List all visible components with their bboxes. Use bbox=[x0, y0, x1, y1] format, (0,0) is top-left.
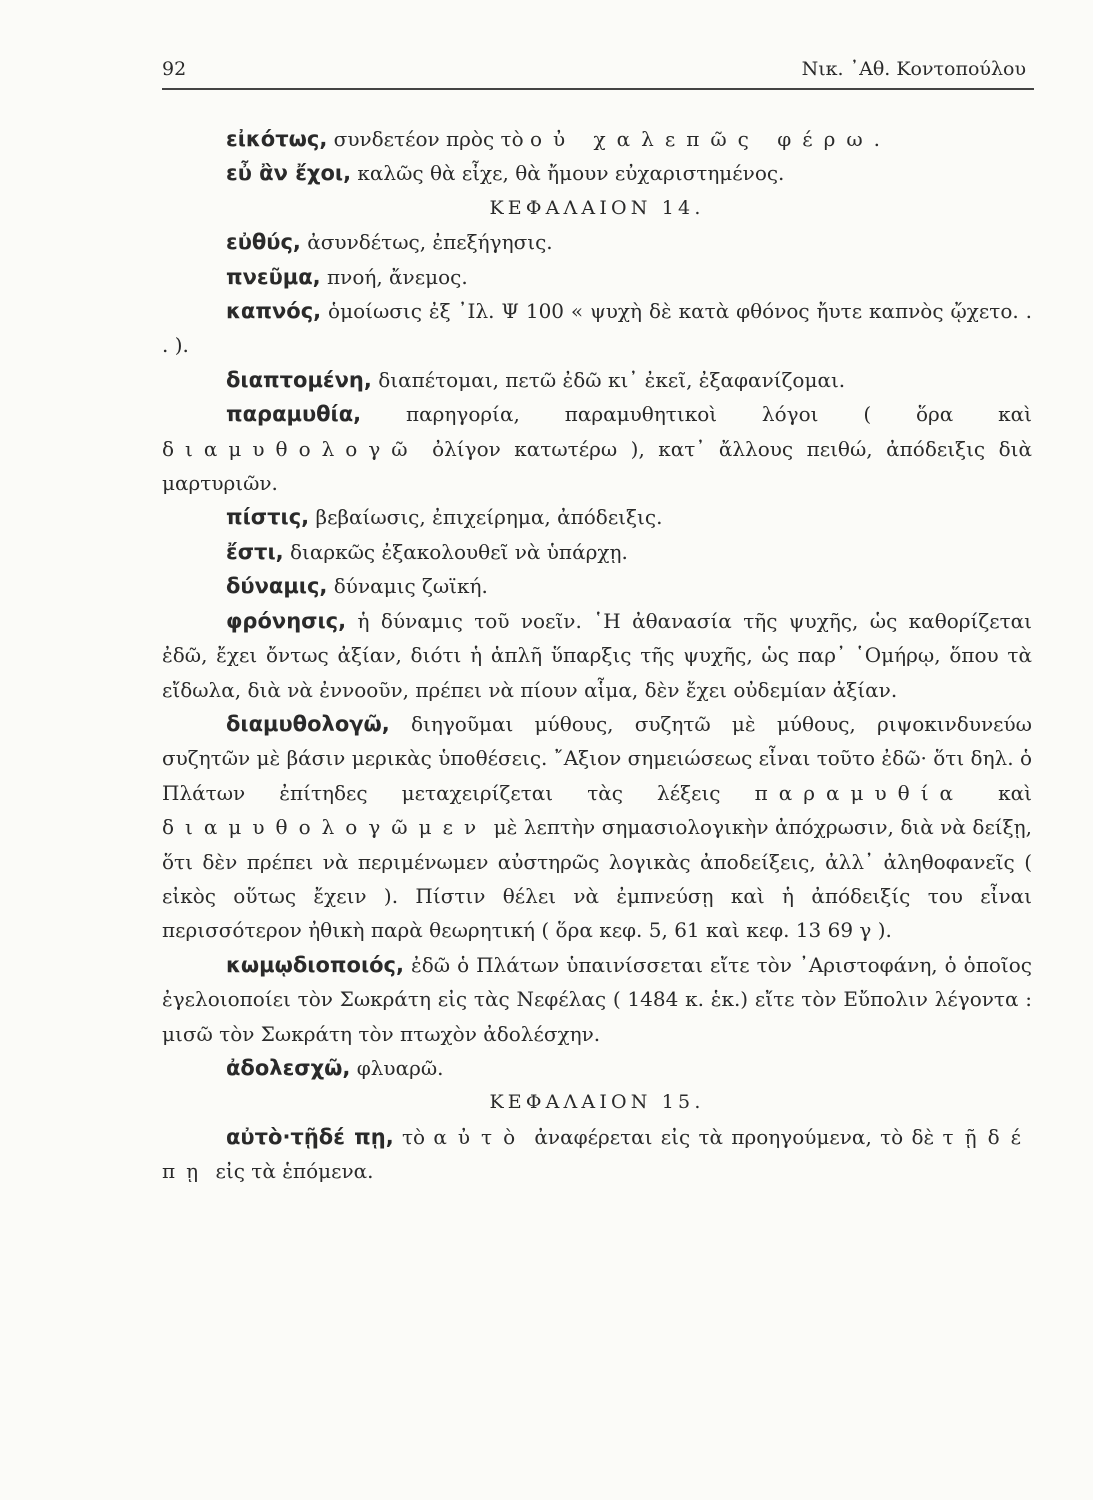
entry-diamythologo: διαμυθολογῶ, διηγοῦμαι μύθους, συζητῶ μὲ μύθους, ριψοκινδυνεύω συζητῶν μὲ βάσιν μερικὰς ὑποθέσεις. ῎Αξιον σημειώσεως εἶναι τοῦτο ἐδῶ· ὅτι δηλ. ὁ Πλάτων ἐπίτηδες μεταχειρίζεται τὰς λέξεις παραμυθία καὶ διαμυθολογῶμεν μὲ λεπτὴν σημασιολογικὴν ἀπόχρωσιν, διὰ νὰ δείξῃ, ὅτι δὲν πρέπει νὰ περιμένωμεν αὐστηρῶς λογικὰς ἀποδείξεις, ἀλλ᾿ ἀληθοφανεῖς ( εἰκὸς οὕτως ἔχειν ). Πίστιν θέλει νὰ ἐμπνεύσῃ καὶ ἡ ἀπόδειξίς του εἶναι περισσότερον ἠθικὴ παρὰ θεωρητική ( ὅρα κεφ. 5, 61 καὶ κεφ. 13 69 γ ). bbox=[162, 711, 1032, 943]
entry-eu-an-echoi: εὖ ἂν ἔχοι, καλῶς θὰ εἶχε, θὰ ἤμουν εὐχαριστημένος. bbox=[226, 161, 785, 186]
lemma: δύναμις, bbox=[226, 574, 328, 599]
lemma: πίστις, bbox=[226, 505, 310, 530]
entry-adoleschо: ἀδολεσχῶ, φλυαρῶ. bbox=[226, 1055, 444, 1080]
lemma: ἔστι, bbox=[226, 539, 284, 564]
lemma: διαμυθολογῶ, bbox=[226, 711, 390, 736]
lemma: εὖ ἂν ἔχοι, bbox=[226, 161, 352, 186]
header-rule bbox=[162, 88, 1034, 90]
spaced-phrase: παραμυθία bbox=[754, 780, 965, 805]
running-header bbox=[162, 58, 1032, 86]
entry-esti: ἔστι, διαρκῶς ἐξακολουθεῖ νὰ ὑπάρχῃ. bbox=[226, 539, 628, 564]
spaced-phrase: διαμυθολογῶμεν bbox=[162, 815, 488, 840]
spaced-phrase: τῇδέ πῃ bbox=[162, 1124, 1032, 1184]
entry-pneuma: πνεῦμα, πνοή, ἄνεμος. bbox=[226, 264, 468, 289]
page-body bbox=[162, 122, 1032, 1189]
entry-kapnos: καπνός, ὁμοίωσις ἐξ ᾿Ιλ. Ψ 100 « ψυχὴ δὲ κατὰ φθόνος ἤυτε καπνὸς ᾤχετο. . . ). bbox=[162, 299, 1032, 358]
entry-pistis: πίστις, βεβαίωσις, ἐπιχείρημα, ἀπόδειξις. bbox=[226, 505, 663, 530]
page-number: 92 bbox=[162, 58, 187, 80]
lemma: καπνός, bbox=[226, 299, 322, 324]
running-head-author: Νικ. ᾿Αθ. Κοντοπούλου bbox=[801, 58, 1026, 80]
chapter-heading-15: ΚΕΦΑΛΑΙΟΝ 15. bbox=[489, 1091, 705, 1114]
lemma: ἀδολεσχῶ, bbox=[226, 1055, 351, 1080]
lemma: κωμῳδιοποιός, bbox=[226, 952, 404, 977]
entry-eikotos: εἰκότως, συνδετέον πρὸς τὸ οὐ χαλεπῶς φέρω. bbox=[226, 127, 881, 151]
lemma: φρόνησις, bbox=[226, 608, 347, 633]
lemma: διαπτομένη, bbox=[226, 367, 372, 392]
entry-euthys: εὐθύς, ἀσυνδέτως, ἐπεξήγησις. bbox=[226, 230, 553, 255]
entry-paramythia: παραμυθία, παρηγορία, παραμυθητικοὶ λόγοι ( ὅρα καὶ διαμυθολογῶ ὀλίγον κατωτέρω ), κατ᾿ ἄλλους πειθώ, ἀπόδειξις διὰ μαρτυριῶν. bbox=[162, 402, 1032, 496]
spaced-phrase: οὐ χαλεπῶς φέρω bbox=[530, 127, 874, 151]
lemma: παραμυθία, bbox=[226, 402, 362, 427]
lemma: εἰκότως, bbox=[226, 127, 328, 151]
entry-fronisis: φρόνησις, ἡ δύναμις τοῦ νοεῖν. ῾Η ἀθανασία τῆς ψυχῆς, ὡς καθορίζεται ἐδῶ, ἔχει ὄντως ἀξίαν, διότι ἡ ἁπλῆ ὕπαρξις τῆς ψυχῆς, ὡς παρ᾿ ῾Ομήρῳ, ὅπου τὰ εἴδωλα, διὰ νὰ ἐννοοῦν, πρέπει νὰ πίουν αἷμα, δὲν ἔχει οὐδεμίαν ἀξίαν. bbox=[162, 608, 1032, 702]
lemma: πνεῦμα, bbox=[226, 264, 321, 289]
entry-diaptomeni: διαπτομένη, διαπέτομαι, πετῶ ἐδῶ κι᾿ ἐκεῖ, ἐξαφανίζομαι. bbox=[226, 367, 846, 392]
chapter-heading-14: ΚΕΦΑΛΑΙΟΝ 14. bbox=[489, 196, 705, 219]
entry-dynamis: δύναμις, δύναμις ζωϊκή. bbox=[226, 574, 488, 599]
lemma: εὐθύς, bbox=[226, 230, 301, 255]
lemma: αὐτὸ·τῇδέ πῃ, bbox=[226, 1124, 394, 1149]
entry-auto-tide-pi: αὐτὸ·τῇδέ πῃ, τὸ αὐτὸ ἀναφέρεται εἰς τὰ προηγούμενα, τὸ δὲ τῇδέ πῃ εἰς τὰ ἑπόμενα. bbox=[162, 1124, 1032, 1184]
spaced-phrase: αὐτὸ bbox=[433, 1124, 527, 1149]
spaced-phrase: διαμυθολογῶ bbox=[162, 436, 419, 461]
entry-komodiopoios: κωμῳδιοποιός, ἐδῶ ὁ Πλάτων ὑπαινίσσεται εἴτε τὸν ᾿Αριστοφάνη, ὁ ὁποῖος ἐγελοιοποίει τὸν Σωκράτη εἰς τὰς Νεφέλας ( 1484 κ. ἑκ.) εἴτε τὸν Εὔπολιν λέγοντα : μισῶ τὸν Σωκράτη τὸν πτωχὸν ἀδολέσχην. bbox=[162, 952, 1032, 1046]
